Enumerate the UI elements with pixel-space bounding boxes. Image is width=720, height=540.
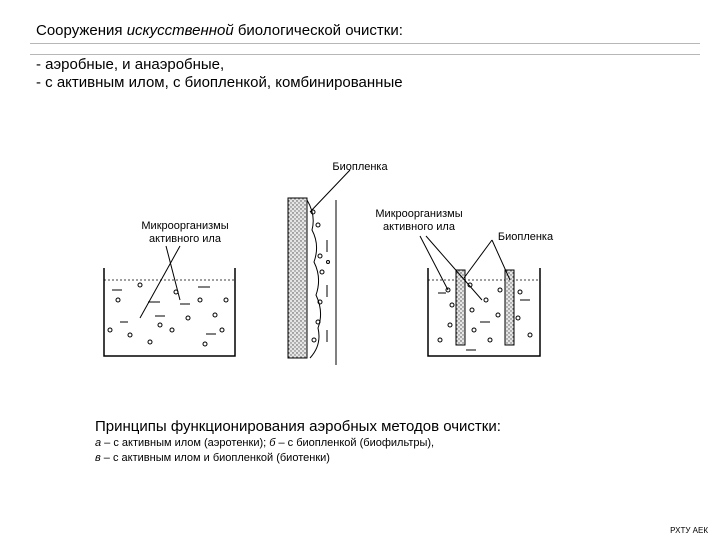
bullet-item-1: - аэробные, и анаэробные, (36, 56, 225, 73)
watermark: РХТУ АЕК (670, 526, 708, 535)
label-c-line2: активного ила (383, 221, 455, 233)
figure-caption-line2: в – с активным илом и биопленкой (биотенки) (95, 452, 330, 464)
label-c-microorganisms (364, 208, 474, 234)
label-c-line1: Микроорганизмы (375, 208, 463, 220)
label-a-line1: Микроорганизмы (141, 220, 229, 232)
biofilter-wall (288, 198, 336, 365)
bullet-item-2: - с активным илом, с биопленкой, комбинированные (36, 74, 403, 91)
figure-caption-line1: а – с активным илом (аэротенки); б – с биопленкой (биофильтры), (95, 437, 435, 449)
label-b-biofilm: Биопленка (332, 161, 388, 173)
label-a-line2: активного ила (149, 233, 221, 245)
tank-a-microorganisms (108, 283, 228, 346)
label-c-biofilm: Биопленка (497, 231, 554, 243)
tank-a (104, 268, 235, 356)
page-title: Сооружения искусственной биологической очистки: (36, 22, 403, 39)
tank-c (428, 268, 540, 356)
label-a-microorganisms (130, 220, 240, 246)
figure-caption-title: Принципы функционирования аэробных методов очистки: (95, 418, 501, 435)
